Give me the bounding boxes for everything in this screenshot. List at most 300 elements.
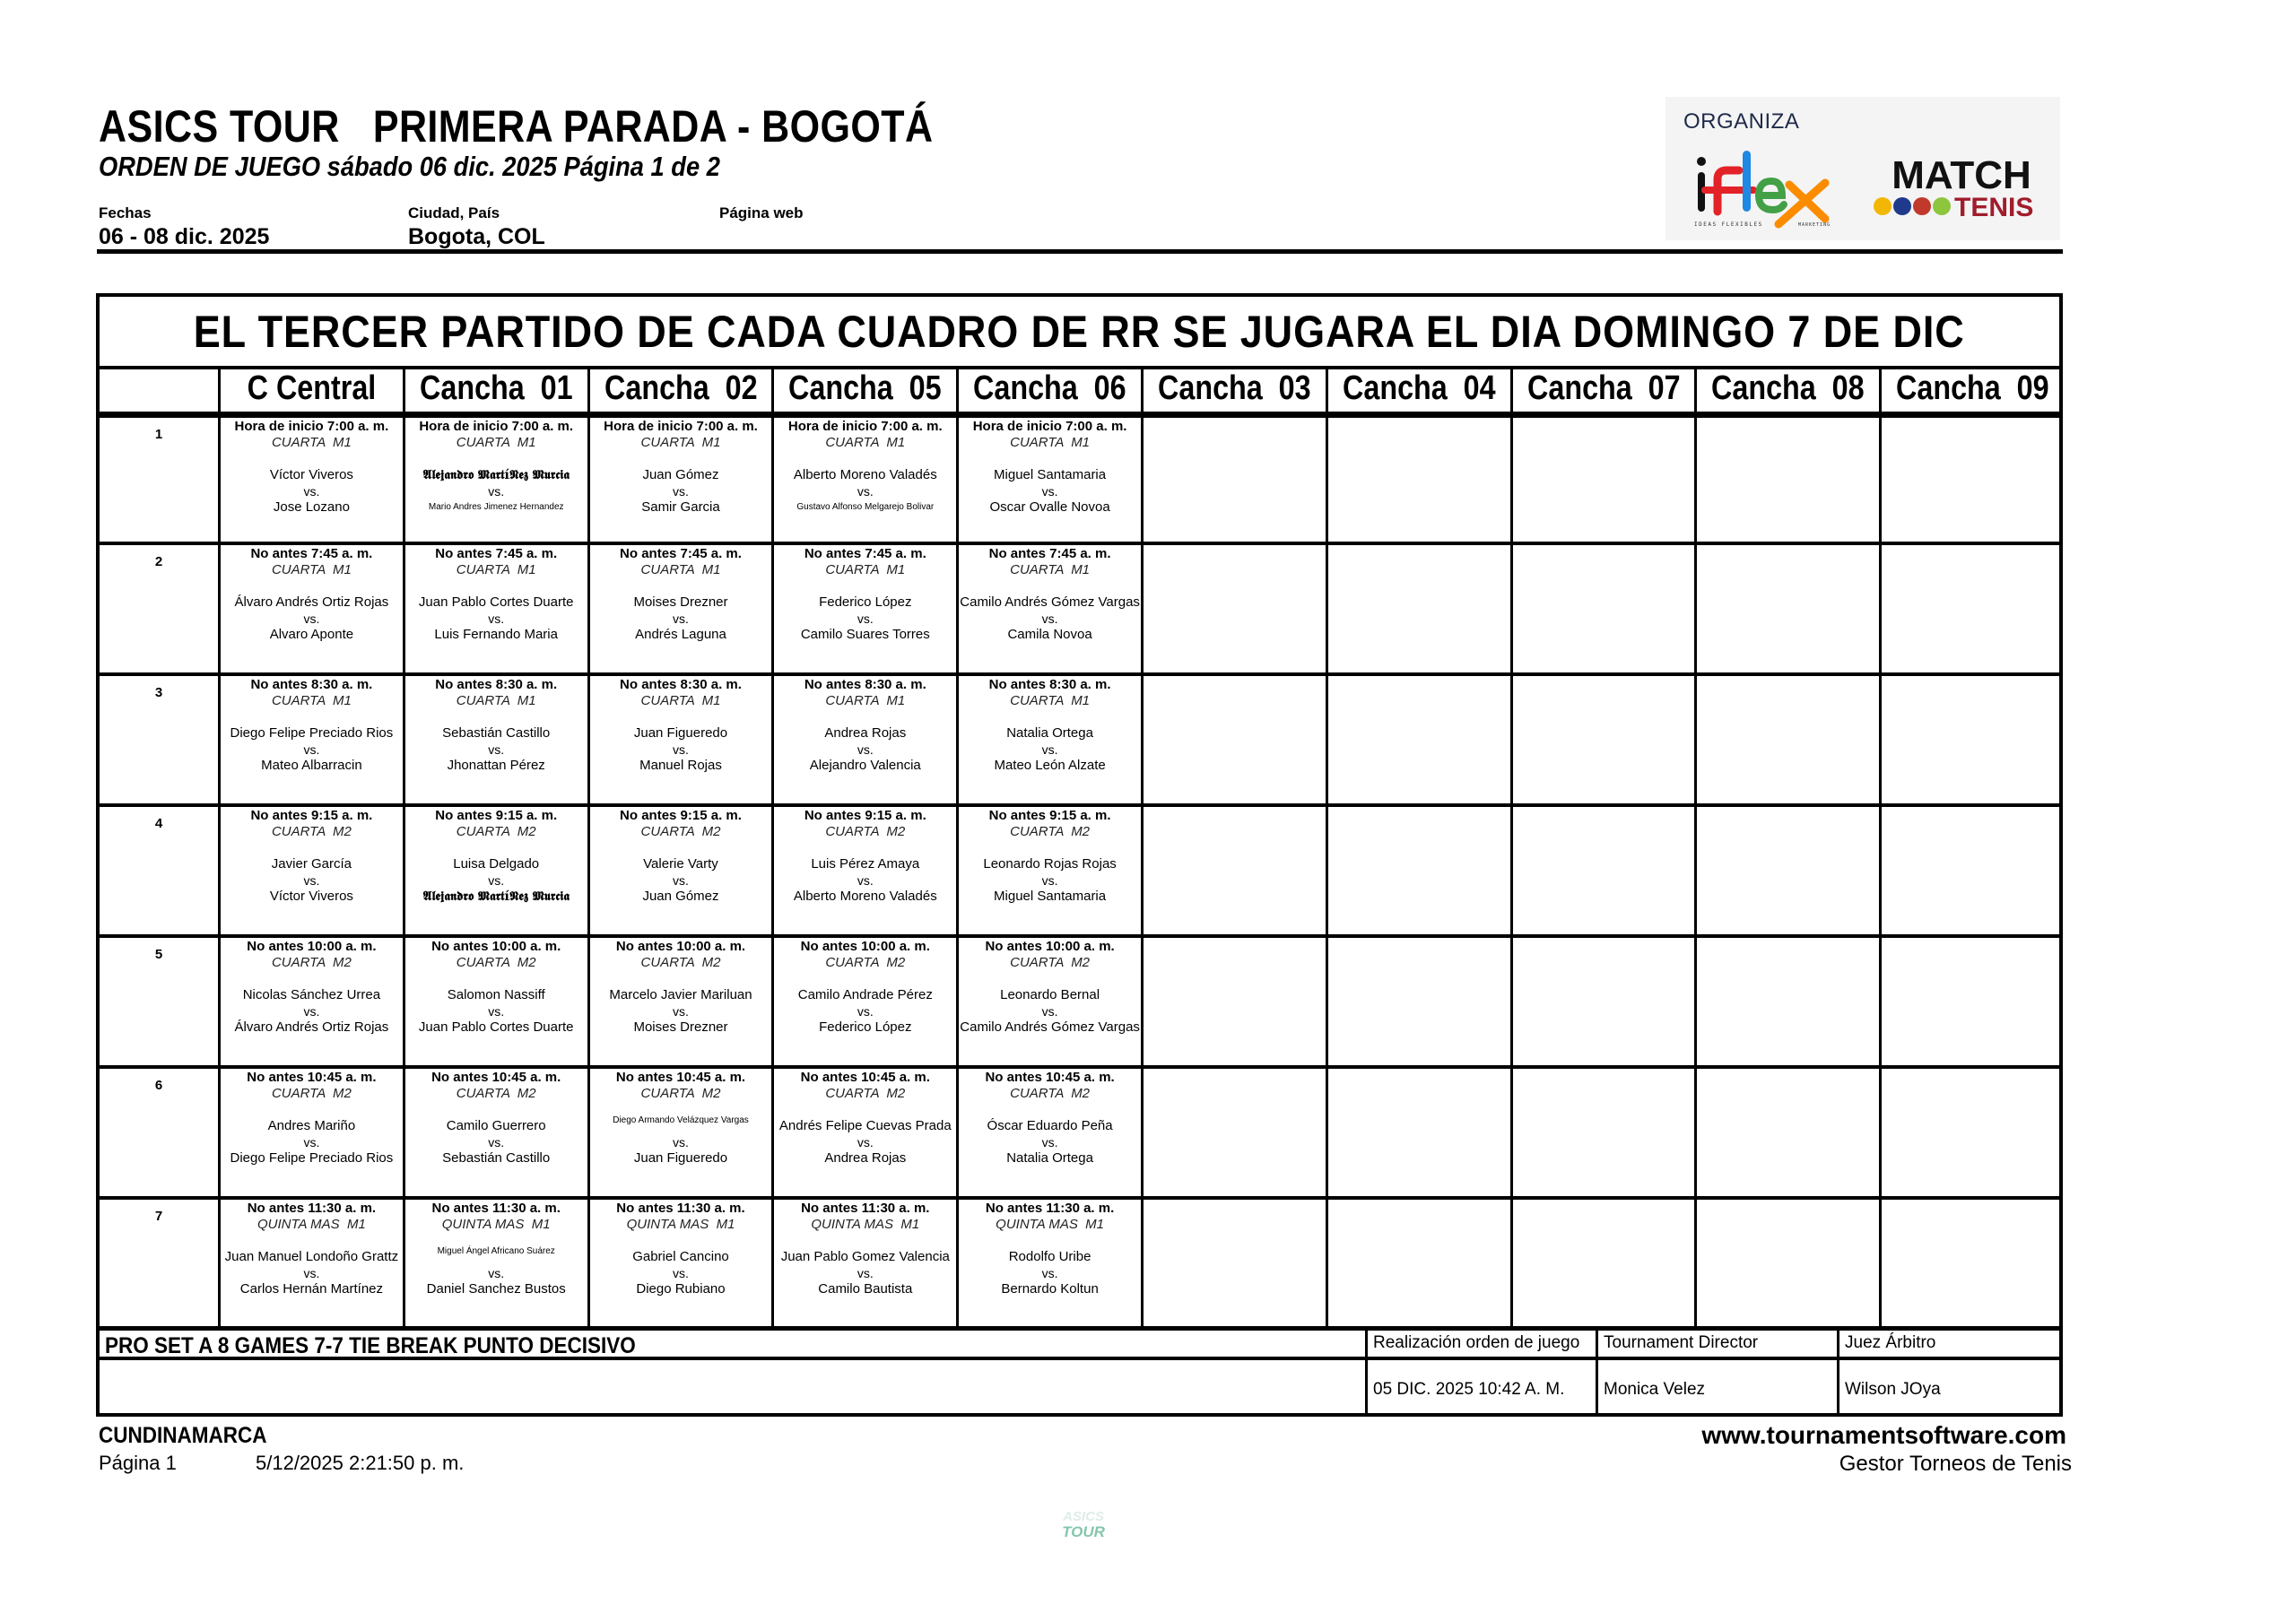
vs-label: vs. (1041, 1266, 1058, 1280)
order-created-value: 05 DIC. 2025 10:42 A. M. (1365, 1357, 1598, 1413)
match-category: CUARTA M2 (640, 955, 721, 970)
vs-label: vs. (1041, 742, 1058, 757)
empty-court-slot (1510, 418, 1695, 542)
player-2: Camilo Andrés Gómez Vargas (960, 1019, 1140, 1035)
court-name: Cancha 04 (1342, 369, 1496, 407)
empty-court-slot (1879, 807, 2064, 934)
player-1: Camilo Guerrero (446, 1118, 546, 1133)
player-1: Juan Gómez (642, 467, 719, 482)
match-cell (771, 545, 956, 672)
order-created-label: Realización orden de juego (1365, 1330, 1598, 1357)
match-cell (403, 545, 587, 672)
empty-court-slot (1694, 676, 1879, 803)
player-1: Diego Armando Velázquez Vargas (613, 1115, 749, 1125)
player-2: Oscar Ovalle Novoa (989, 499, 1110, 515)
player-2: Juan Gómez (642, 889, 719, 904)
empty-court-slot (1879, 938, 2064, 1065)
empty-court-slot (1141, 1200, 1326, 1327)
dates-value: 06 - 08 dic. 2025 (99, 224, 270, 249)
match-order-number: 3 (154, 685, 163, 700)
court-name: Cancha 08 (1711, 369, 1866, 407)
vs-label: vs. (488, 1266, 505, 1280)
match-row (96, 545, 2063, 676)
match-cell (218, 1069, 403, 1196)
city-value: Bogota, COL (408, 224, 545, 249)
player-1: 𝕬𝖑𝖊𝖏𝖆𝖓𝖉𝖗𝖔 𝕸𝖆𝖗𝖙í𝕹𝖊𝖟 𝕸𝖚𝖗𝖈𝖎𝖆 (422, 468, 570, 482)
match-category: CUARTA M2 (640, 824, 721, 839)
vs-label: vs. (1041, 1004, 1058, 1019)
match-time: No antes 7:45 a. m. (804, 546, 926, 561)
court-name: Cancha 05 (788, 369, 943, 407)
match-cell (403, 1069, 587, 1196)
vs-label: vs. (303, 1266, 320, 1280)
match-cell (771, 807, 956, 934)
player-1: Valerie Varty (643, 856, 718, 872)
player-2: Víctor Viveros (269, 889, 353, 904)
player-2: Camila Novoa (1007, 627, 1092, 642)
player-2: Miguel Santamaria (994, 889, 1107, 904)
match-cell (218, 418, 403, 542)
match-cell (956, 676, 1141, 803)
empty-court-slot (1694, 418, 1879, 542)
empty-court-slot (1879, 545, 2064, 672)
player-2: Camilo Bautista (818, 1281, 913, 1297)
match-cell (403, 676, 587, 803)
order-of-play-table (96, 293, 2063, 1417)
tournamentsoftware-link[interactable]: www.tournamentsoftware.com (1701, 1421, 2066, 1449)
empty-court-slot (1510, 807, 1695, 934)
court-header (771, 366, 956, 412)
dates-label: Fechas (99, 204, 152, 221)
player-2: Diego Rubiano (636, 1281, 726, 1297)
match-time: Hora de inicio 7:00 a. m. (419, 419, 574, 434)
match-cell (218, 807, 403, 934)
match-category: CUARTA M1 (640, 435, 721, 450)
vs-label: vs. (673, 873, 689, 888)
match-cell (956, 418, 1141, 542)
player-2: Gustavo Alfonso Melgarejo Bolivar (796, 502, 935, 512)
empty-court-slot (1141, 676, 1326, 803)
match-time: No antes 11:30 a. m. (616, 1201, 745, 1216)
match-time: No antes 10:00 a. m. (431, 939, 561, 954)
vs-label: vs. (303, 742, 320, 757)
player-2: Samir Garcia (641, 499, 720, 515)
match-time: No antes 10:00 a. m. (800, 939, 930, 954)
player-1: Moises Drezner (633, 594, 728, 610)
empty-court-slot (1326, 418, 1510, 542)
vs-label: vs. (673, 1135, 689, 1149)
match-cell (403, 418, 587, 542)
match-category: QUINTA MAS M1 (996, 1217, 1104, 1232)
match-time: Hora de inicio 7:00 a. m. (972, 419, 1127, 434)
player-1: Leonardo Bernal (1000, 987, 1100, 1002)
match-cell (771, 1200, 956, 1327)
match-cell (218, 1200, 403, 1327)
player-1: Miguel Santamaria (994, 467, 1107, 482)
player-1: Andrés Felipe Cuevas Prada (778, 1118, 952, 1133)
player-1: Rodolfo Uribe (1008, 1249, 1091, 1264)
player-2: Diego Felipe Preciado Rios (230, 1150, 394, 1166)
court-header (1879, 366, 2064, 412)
tenis-wordmark: TENIS (1954, 193, 2034, 222)
player-2: Camilo Suares Torres (800, 627, 930, 642)
player-1: Juan Pablo Cortes Duarte (418, 594, 574, 610)
player-2: Natalia Ortega (1006, 1150, 1093, 1166)
player-1: Víctor Viveros (269, 467, 353, 482)
vs-label: vs. (673, 612, 689, 626)
vs-label: vs. (857, 742, 874, 757)
match-time: No antes 7:45 a. m. (435, 546, 558, 561)
match-row (96, 1200, 2063, 1331)
match-category: CUARTA M2 (1010, 955, 1091, 970)
player-1: Natalia Ortega (1006, 725, 1093, 741)
match-time: No antes 10:00 a. m. (247, 939, 377, 954)
empty-court-slot (1694, 938, 1879, 1065)
match-cell (218, 676, 403, 803)
match-time: No antes 11:30 a. m. (431, 1201, 561, 1216)
vs-label: vs. (488, 873, 505, 888)
ball-green-icon (1933, 197, 1951, 215)
vs-label: vs. (303, 873, 320, 888)
match-time: No antes 8:30 a. m. (435, 677, 558, 692)
player-1: Luisa Delgado (453, 856, 540, 872)
iflex-logo (1691, 149, 1843, 230)
match-tenis-logo (1872, 152, 2051, 224)
referee-value: Wilson JOya (1837, 1357, 2063, 1413)
player-2: Federico López (819, 1019, 912, 1035)
vs-label: vs. (673, 484, 689, 499)
match-time: No antes 10:45 a. m. (800, 1070, 930, 1085)
match-category: CUARTA M2 (271, 1086, 352, 1101)
empty-court-slot (1141, 1069, 1326, 1196)
court-header (587, 366, 772, 412)
player-1: Federico López (819, 594, 912, 610)
match-category: CUARTA M1 (271, 693, 352, 708)
player-2: 𝕬𝖑𝖊𝖏𝖆𝖓𝖉𝖗𝖔 𝕸𝖆𝖗𝖙í𝕹𝖊𝖟 𝕸𝖚𝖗𝖈𝖎𝖆 (422, 889, 570, 904)
player-1: Juan Pablo Gomez Valencia (780, 1249, 950, 1264)
player-2: Mario Andres Jimenez Hernandez (428, 502, 564, 512)
match-time: No antes 11:30 a. m. (985, 1201, 1115, 1216)
ball-yellow-icon (1874, 197, 1892, 215)
match-category: CUARTA M2 (640, 1086, 721, 1101)
scoring-rules: PRO SET A 8 GAMES 7-7 TIE BREAK PUNTO DECISIVO (105, 1333, 636, 1358)
empty-court-slot (1510, 1069, 1695, 1196)
empty-court-slot (1510, 676, 1695, 803)
player-2: Mateo León Alzate (994, 758, 1106, 773)
match-category: CUARTA M2 (825, 955, 906, 970)
footer-values-row (96, 1357, 2063, 1417)
player-2: Jose Lozano (273, 499, 350, 515)
match-cell (218, 545, 403, 672)
court-name: Cancha 03 (1158, 369, 1311, 407)
empty-court-slot (1879, 676, 2064, 803)
court-name: C Central (247, 369, 377, 407)
court-name: Cancha 01 (419, 369, 573, 407)
footer-info-row (96, 1326, 2063, 1360)
match-cell (587, 545, 772, 672)
empty-court-slot (1694, 1069, 1879, 1196)
match-time: Hora de inicio 7:00 a. m. (787, 419, 943, 434)
player-2: Carlos Hernán Martínez (239, 1281, 384, 1297)
vs-label: vs. (303, 484, 320, 499)
player-2: Mateo Albarracin (261, 758, 362, 773)
match-cell (403, 807, 587, 934)
vs-label: vs. (1041, 612, 1058, 626)
referee-label: Juez Árbitro (1837, 1330, 2063, 1357)
player-2: Bernardo Koltun (1001, 1281, 1099, 1297)
banner-text: EL TERCER PARTIDO DE CADA CUADRO DE RR SE JUGARA EL DIA DOMINGO 7 DE DIC (194, 306, 1965, 357)
empty-court-slot (1879, 1069, 2064, 1196)
empty-court-slot (1694, 1200, 1879, 1327)
empty-court-slot (1326, 938, 1510, 1065)
iflex-tagline-right: MARKETING (1798, 222, 1831, 228)
match-time: No antes 7:45 a. m. (620, 546, 742, 561)
match-category: CUARTA M1 (271, 435, 352, 450)
svg-text:ASICS: ASICS (1063, 1509, 1104, 1524)
match-time: No antes 9:15 a. m. (435, 808, 558, 823)
match-category: QUINTA MAS M1 (626, 1217, 735, 1232)
empty-court-slot (1879, 1200, 2064, 1327)
court-name: Cancha 02 (604, 369, 758, 407)
player-1: Óscar Eduardo Peña (987, 1118, 1113, 1133)
empty-court-slot (1510, 938, 1695, 1065)
player-2: Manuel Rojas (639, 758, 722, 773)
iflex-tagline-left: IDEAS FLEXIBLES (1694, 221, 1763, 228)
match-time: No antes 10:45 a. m. (247, 1070, 377, 1085)
player-2: Daniel Sanchez Bustos (426, 1281, 566, 1297)
match-order-number: 4 (154, 816, 163, 831)
empty-court-slot (1141, 807, 1326, 934)
organiza-label: ORGANIZA (1683, 109, 1800, 134)
player-1: Leonardo Rojas Rojas (983, 856, 1117, 872)
tournament-title: ASICS TOUR PRIMERA PARADA - BOGOTÁ (99, 101, 934, 152)
empty-court-slot (1326, 807, 1510, 934)
match-category: CUARTA M2 (456, 955, 536, 970)
player-1: Álvaro Andrés Ortiz Rojas (234, 594, 389, 610)
match-order-number: 2 (154, 554, 163, 569)
match-category: QUINTA MAS M1 (257, 1217, 366, 1232)
player-1: Diego Felipe Preciado Rios (230, 725, 394, 741)
match-category: CUARTA M1 (640, 562, 721, 577)
match-cell (403, 938, 587, 1065)
player-1: Andres Mariño (267, 1118, 356, 1133)
match-category: CUARTA M1 (1010, 435, 1091, 450)
vs-label: vs. (303, 612, 320, 626)
match-cell (771, 676, 956, 803)
match-category: QUINTA MAS M1 (441, 1217, 551, 1232)
match-category: CUARTA M2 (1010, 1086, 1091, 1101)
match-cell (771, 418, 956, 542)
vs-label: vs. (857, 1266, 874, 1280)
player-1: Juan Manuel Londoño Grattz (224, 1249, 399, 1264)
player-2: Alberto Moreno Valadés (793, 889, 937, 904)
match-cell (587, 1200, 772, 1327)
player-1: Camilo Andrade Pérez (797, 987, 933, 1002)
empty-court-slot (1326, 545, 1510, 672)
match-category: CUARTA M1 (825, 435, 906, 450)
player-2: Andrés Laguna (635, 627, 726, 642)
match-time: No antes 9:15 a. m. (620, 808, 742, 823)
match-category: CUARTA M1 (1010, 693, 1091, 708)
page-number: Página 1 (99, 1452, 177, 1474)
player-2: Álvaro Andrés Ortiz Rojas (234, 1019, 389, 1035)
match-time: No antes 8:30 a. m. (250, 677, 373, 692)
match-category: CUARTA M1 (825, 693, 906, 708)
match-row (96, 1069, 2063, 1200)
match-cell (956, 807, 1141, 934)
asics-tour-watermark (1057, 1506, 1110, 1542)
court-header (403, 366, 587, 412)
player-2: Luis Fernando Maria (434, 627, 558, 642)
match-wordmark: MATCH (1892, 153, 2031, 197)
match-order-number: 5 (154, 947, 163, 962)
match-time: No antes 10:45 a. m. (985, 1070, 1115, 1085)
match-cell (587, 676, 772, 803)
empty-court-slot (1879, 418, 2064, 542)
match-row (96, 938, 2063, 1069)
vs-label: vs. (488, 612, 505, 626)
match-time: No antes 10:00 a. m. (615, 939, 746, 954)
court-header-row (96, 366, 2063, 415)
ball-blue-icon (1893, 197, 1911, 215)
sponsor-logo-box (1665, 97, 2060, 240)
court-name: Cancha 07 (1526, 369, 1681, 407)
website-label: Página web (719, 204, 804, 221)
match-cell (218, 938, 403, 1065)
player-1: Andrea Rojas (824, 725, 907, 741)
tournament-director-value: Monica Velez (1596, 1357, 1839, 1413)
match-category: CUARTA M1 (825, 562, 906, 577)
vs-label: vs. (1041, 484, 1058, 499)
match-time: No antes 7:45 a. m. (250, 546, 373, 561)
vs-label: vs. (857, 612, 874, 626)
match-cell (771, 1069, 956, 1196)
vs-label: vs. (857, 873, 874, 888)
empty-court-slot (1141, 418, 1326, 542)
court-header (1326, 366, 1510, 412)
empty-court-slot (1141, 938, 1326, 1065)
player-1: Juan Figueredo (633, 725, 728, 741)
match-category: CUARTA M2 (271, 824, 352, 839)
player-2: Juan Pablo Cortes Duarte (418, 1019, 574, 1035)
empty-court-slot (1141, 545, 1326, 672)
empty-court-slot (1326, 1069, 1510, 1196)
svg-text:TOUR: TOUR (1062, 1523, 1105, 1540)
court-name: Cancha 09 (1896, 369, 2049, 407)
player-1: Alberto Moreno Valadés (793, 467, 937, 482)
empty-court-slot (1326, 676, 1510, 803)
empty-court-slot (1694, 807, 1879, 934)
match-category: CUARTA M1 (271, 562, 352, 577)
software-name: Gestor Torneos de Tenis (1839, 1452, 2072, 1476)
match-category: CUARTA M1 (456, 435, 536, 450)
match-time: No antes 11:30 a. m. (247, 1201, 377, 1216)
empty-court-slot (1510, 1200, 1695, 1327)
empty-court-slot (1694, 545, 1879, 672)
match-time: No antes 10:00 a. m. (985, 939, 1115, 954)
player-2: Alvaro Aponte (269, 627, 354, 642)
match-time: No antes 10:45 a. m. (431, 1070, 561, 1085)
vs-label: vs. (857, 484, 874, 499)
empty-court-slot (1510, 545, 1695, 672)
match-time: No antes 9:15 a. m. (250, 808, 373, 823)
ball-red-icon (1913, 197, 1931, 215)
player-2: Andrea Rojas (824, 1150, 907, 1166)
match-category: QUINTA MAS M1 (811, 1217, 920, 1232)
player-1: Camilo Andrés Gómez Vargas (960, 594, 1140, 610)
match-cell (956, 1069, 1141, 1196)
match-row (96, 807, 2063, 938)
court-header (956, 366, 1141, 412)
player-1: Miguel Ángel Africano Suárez (437, 1246, 555, 1256)
match-time: No antes 10:45 a. m. (615, 1070, 746, 1085)
player-1: Salomon Nassiff (447, 987, 545, 1002)
match-time: No antes 8:30 a. m. (620, 677, 742, 692)
player-1: Luis Pérez Amaya (811, 856, 920, 872)
vs-label: vs. (488, 1004, 505, 1019)
player-2: Jhonattan Pérez (447, 758, 545, 773)
match-category: CUARTA M2 (825, 1086, 906, 1101)
match-time: No antes 9:15 a. m. (988, 808, 1111, 823)
match-category: CUARTA M2 (456, 1086, 536, 1101)
match-order-number: 6 (154, 1078, 163, 1093)
vs-label: vs. (673, 742, 689, 757)
match-cell (587, 1069, 772, 1196)
match-time: No antes 8:30 a. m. (804, 677, 926, 692)
match-time: No antes 7:45 a. m. (988, 546, 1111, 561)
match-category: CUARTA M1 (640, 693, 721, 708)
match-cell (403, 1200, 587, 1327)
match-cell (587, 807, 772, 934)
match-time: Hora de inicio 7:00 a. m. (234, 419, 389, 434)
court-header (218, 366, 403, 412)
match-category: CUARTA M1 (456, 693, 536, 708)
vs-label: vs. (1041, 1135, 1058, 1149)
player-2: Juan Figueredo (633, 1150, 728, 1166)
match-cell (956, 1200, 1141, 1327)
player-1: Gabriel Cancino (632, 1249, 729, 1264)
match-cell (956, 938, 1141, 1065)
match-cell (587, 418, 772, 542)
match-category: CUARTA M2 (825, 824, 906, 839)
player-2: Alejandro Valencia (809, 758, 921, 773)
city-label: Ciudad, País (408, 204, 500, 221)
match-time: No antes 11:30 a. m. (801, 1201, 930, 1216)
match-time: No antes 8:30 a. m. (988, 677, 1111, 692)
match-order-number: 7 (154, 1209, 163, 1224)
player-1: Marcelo Javier Mariluan (609, 987, 752, 1002)
match-cell (956, 545, 1141, 672)
player-1: Nicolas Sánchez Urrea (242, 987, 381, 1002)
vs-label: vs. (488, 484, 505, 499)
match-category: CUARTA M1 (456, 562, 536, 577)
vs-label: vs. (857, 1004, 874, 1019)
vs-label: vs. (303, 1135, 320, 1149)
match-category: CUARTA M2 (456, 824, 536, 839)
region-label: CUNDINAMARCA (99, 1423, 267, 1448)
player-2: Sebastián Castillo (442, 1150, 551, 1166)
vs-label: vs. (488, 742, 505, 757)
order-of-play-subtitle: ORDEN DE JUEGO sábado 06 dic. 2025 Página 1 de 2 (99, 151, 720, 182)
schedule-banner (96, 293, 2063, 369)
match-category: CUARTA M1 (1010, 562, 1091, 577)
player-1: Sebastián Castillo (442, 725, 551, 741)
printed-timestamp: 5/12/2025 2:21:50 p. m. (256, 1452, 465, 1474)
vs-label: vs. (857, 1135, 874, 1149)
match-cell (587, 938, 772, 1065)
match-order-number: 1 (154, 427, 163, 442)
player-1: Javier García (271, 856, 352, 872)
